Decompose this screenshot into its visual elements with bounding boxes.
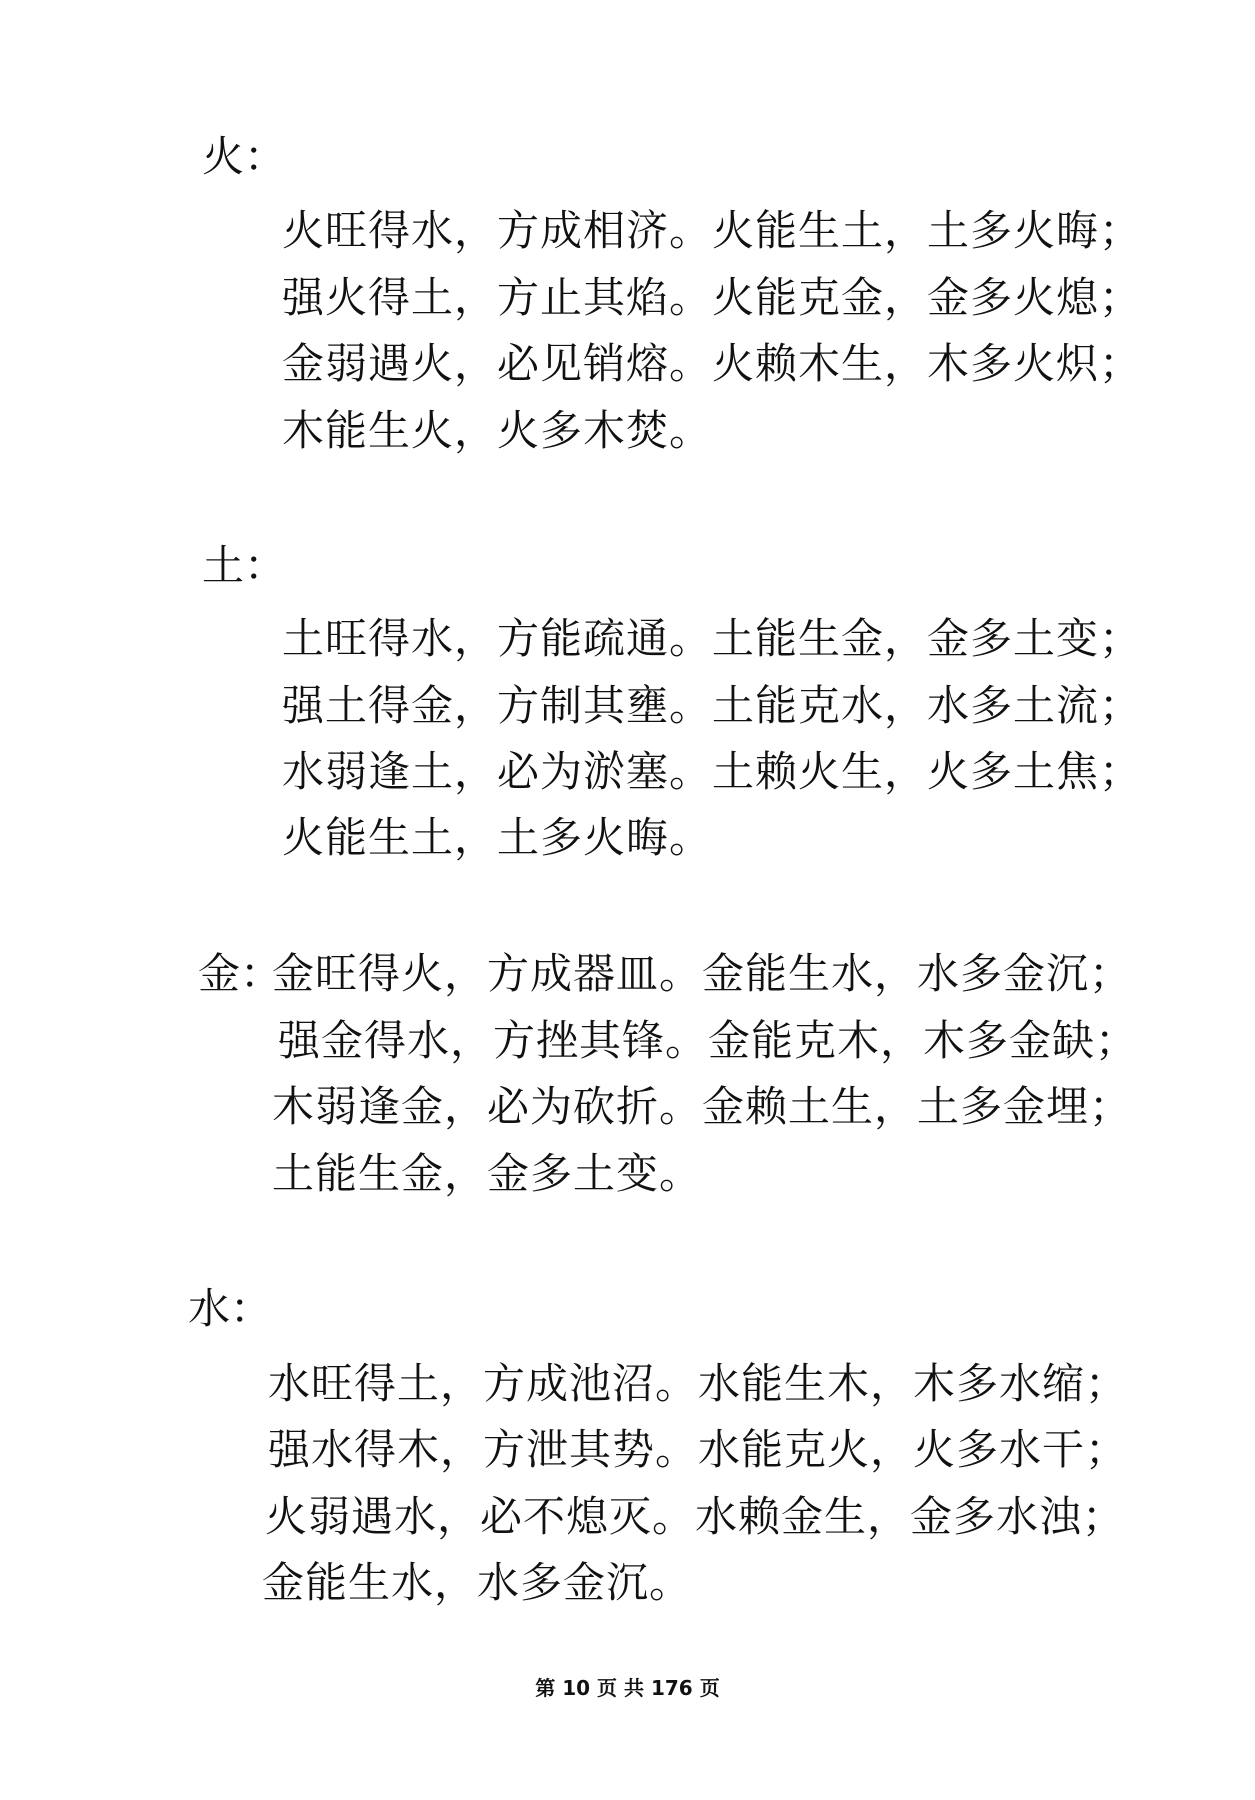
text-line: 强金得水，方挫其锋。金能克木，木多金缺；: [278, 1016, 1139, 1065]
text-line: 强水得木，方泄其势。水能克火，火多水干；: [268, 1425, 1129, 1474]
text-line: 水弱逢土，必为淤塞。土赖火生，火多土焦；: [282, 747, 1143, 796]
text-line: 木能生火，火多木焚。: [282, 406, 713, 455]
page-number: 第 10 页 共 176 页: [535, 1676, 720, 1700]
text-line: 水旺得土，方成池沼。水能生木，木多水缩；: [268, 1359, 1129, 1408]
text-line: 金旺得火，方成器皿。金能生水，水多金沉；: [272, 949, 1133, 998]
text-line: 木弱逢金，必为砍折。金赖土生，土多金埋；: [272, 1082, 1133, 1131]
text-line: 金弱遇火，必见销熔。火赖木生，木多火炽；: [282, 339, 1143, 388]
text-line: 金能生水，水多金沉。: [262, 1558, 693, 1607]
section-label-water: 水：: [188, 1284, 273, 1333]
section-label-fire: 火：: [202, 132, 287, 181]
text-line: 火能生土，土多火晦。: [282, 813, 713, 862]
section-label-metal: 金：: [198, 949, 283, 998]
text-line: 土能生金，金多土变。: [272, 1149, 703, 1198]
text-line: 土旺得水，方能疏通。土能生金，金多土变；: [282, 614, 1143, 663]
text-line: 强土得金，方制其壅。土能克水，水多土流；: [282, 681, 1143, 730]
text-line: 强火得土，方止其焰。火能克金，金多火熄；: [282, 273, 1143, 322]
section-label-earth: 土：: [202, 541, 287, 590]
text-line: 火旺得水，方成相济。火能生土，土多火晦；: [282, 206, 1143, 255]
text-line: 火弱遇水，必不熄灭。水赖金生，金多水浊；: [265, 1492, 1126, 1541]
